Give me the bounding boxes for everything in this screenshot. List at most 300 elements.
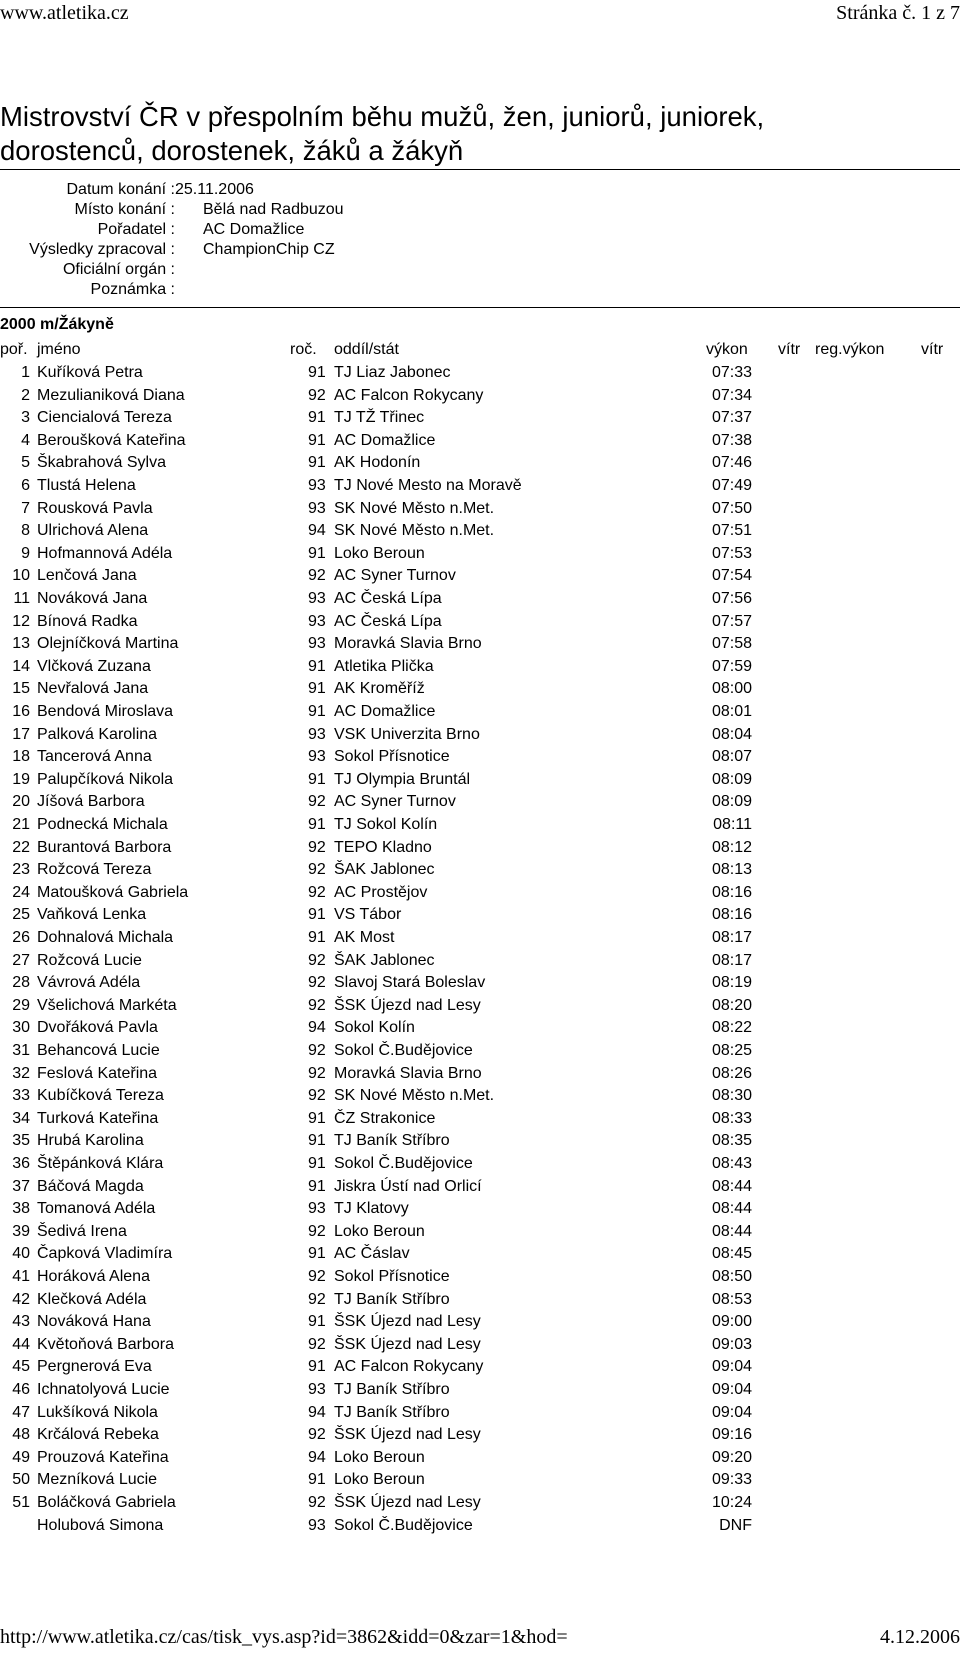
result-time: 08:43 — [711, 1155, 752, 1172]
result-year: 94 — [308, 1019, 326, 1037]
result-row — [0, 362, 960, 384]
result-row — [0, 1063, 960, 1085]
result-club: Loko Beroun — [334, 544, 425, 562]
result-position: 50 — [12, 1471, 30, 1489]
result-club: TJ Liaz Jabonec — [334, 364, 451, 381]
result-position: 47 — [12, 1403, 30, 1421]
result-position: 6 — [21, 477, 30, 494]
result-time: 08:04 — [711, 725, 752, 743]
result-club: ŠSK Újezd nad Lesy — [334, 1426, 481, 1444]
result-name: Boláčková Gabriela — [37, 1494, 176, 1511]
result-name: Šedivá Irena — [37, 1222, 127, 1240]
result-position: 14 — [12, 657, 30, 675]
result-name: Čapková Vladimíra — [37, 1245, 173, 1263]
result-club: ŠAK Jablonec — [334, 861, 435, 879]
result-year: 91 — [308, 1109, 326, 1127]
result-club: Loko Beroun — [334, 1471, 425, 1489]
result-name: Bendová Miroslava — [37, 703, 174, 720]
result-row — [0, 1311, 960, 1333]
result-club: SK Nové Město n.Met. — [334, 499, 495, 517]
meta-row-place — [0, 200, 960, 220]
result-row — [0, 1492, 960, 1514]
meta-value: 25.11.2006 — [175, 181, 254, 198]
result-time: 07:53 — [711, 544, 752, 562]
result-year: 92 — [308, 793, 326, 811]
result-year: 92 — [308, 1494, 326, 1511]
result-name: Vlčková Zuzana — [37, 657, 151, 675]
result-position: 49 — [12, 1448, 30, 1466]
title-divider — [0, 169, 960, 170]
result-time: 08:07 — [711, 748, 752, 766]
result-time: 08:01 — [711, 703, 752, 720]
result-time: 08:09 — [711, 770, 752, 788]
result-year: 91 — [308, 1471, 326, 1489]
result-name: Burantová Barbora — [37, 838, 172, 856]
result-position: 12 — [12, 612, 30, 630]
result-time: 07:51 — [711, 522, 752, 540]
result-club: Jiskra Ústí nad Orlicí — [334, 1177, 482, 1195]
result-club: TJ Baník Stříbro — [334, 1290, 450, 1308]
result-year: 93 — [308, 725, 326, 743]
result-row — [0, 1424, 960, 1446]
meta-label: Oficiální orgán : — [62, 261, 175, 278]
meta-value: AC Domažlice — [203, 221, 305, 238]
result-year: 92 — [308, 1335, 326, 1353]
result-name: Klečková Adéla — [37, 1290, 147, 1308]
result-position: 46 — [12, 1381, 30, 1398]
result-position: 1 — [21, 364, 30, 381]
result-time: 07:58 — [711, 635, 752, 653]
result-name: Kubíčková Tereza — [37, 1087, 164, 1105]
result-position: 37 — [12, 1177, 30, 1195]
result-row — [0, 1130, 960, 1152]
result-row — [0, 746, 960, 768]
result-club: AC Falcon Rokycany — [334, 386, 484, 404]
result-row — [0, 565, 960, 587]
result-position: 26 — [12, 929, 30, 946]
result-time: 07:59 — [711, 657, 752, 675]
result-year: 91 — [308, 1177, 326, 1195]
result-time: 08:00 — [711, 680, 752, 698]
result-time: DNF — [719, 1516, 752, 1534]
result-name: Vaňková Lenka — [37, 906, 147, 924]
result-time: 09:04 — [711, 1358, 752, 1376]
result-row — [0, 814, 960, 836]
result-club: VSK Univerzita Brno — [334, 725, 480, 743]
col-club: oddíl/stát — [334, 341, 399, 358]
result-row — [0, 633, 960, 655]
result-name: Květoňová Barbora — [37, 1335, 174, 1353]
result-position: 38 — [12, 1200, 30, 1218]
result-name: Ichnatolyová Lucie — [37, 1381, 170, 1398]
results-header — [0, 340, 960, 360]
result-row — [0, 1198, 960, 1220]
result-club: AK Kroměříž — [334, 680, 425, 698]
result-time: 09:03 — [711, 1335, 752, 1353]
col-name: jméno — [37, 341, 81, 358]
result-club: Moravká Slavia Brno — [334, 1064, 482, 1082]
result-position: 16 — [12, 703, 30, 720]
result-year: 93 — [308, 499, 326, 517]
result-name: Nováková Hana — [37, 1313, 151, 1331]
result-position: 21 — [12, 816, 30, 833]
result-year: 92 — [308, 1042, 326, 1059]
result-name: Pergnerová Eva — [37, 1358, 152, 1376]
page-title — [0, 100, 960, 168]
result-row — [0, 407, 960, 429]
result-name: Podnecká Michala — [37, 816, 168, 833]
result-year: 91 — [308, 657, 326, 675]
result-year: 91 — [308, 816, 326, 833]
result-year: 93 — [308, 1516, 326, 1534]
result-club: TJ Sokol Kolín — [334, 816, 438, 833]
result-time: 07:56 — [711, 590, 752, 607]
result-time: 07:57 — [711, 612, 752, 630]
result-year: 91 — [308, 454, 326, 472]
result-position: 23 — [12, 861, 30, 879]
result-club: TJ Baník Stříbro — [334, 1403, 450, 1421]
result-position: 39 — [12, 1222, 30, 1240]
result-position: 13 — [12, 635, 30, 653]
result-time: 09:00 — [711, 1313, 752, 1331]
result-club: AC Čáslav — [334, 1245, 410, 1263]
result-name: Dvořáková Pavla — [37, 1019, 158, 1037]
result-year: 93 — [308, 1381, 326, 1398]
result-row — [0, 1040, 960, 1062]
result-time: 08:33 — [711, 1109, 752, 1127]
result-name: Tomanová Adéla — [37, 1200, 156, 1218]
result-name: Jíšová Barbora — [37, 793, 145, 811]
result-club: Sokol Č.Budějovice — [334, 1042, 473, 1059]
result-club: AC Domažlice — [334, 703, 436, 720]
result-year: 91 — [308, 929, 326, 946]
result-name: Tlustá Helena — [37, 477, 136, 494]
result-position: 40 — [12, 1245, 30, 1263]
result-position: 36 — [12, 1155, 30, 1172]
result-name: Lukšíková Nikola — [37, 1403, 158, 1421]
result-time: 08:20 — [711, 996, 752, 1014]
result-position: 8 — [21, 522, 30, 540]
result-club: TEPO Kladno — [334, 838, 432, 856]
footer-date: 4.12.2006 — [880, 1626, 960, 1648]
result-time: 08:13 — [711, 861, 752, 879]
category-title: 2000 m/Žákyně — [0, 316, 114, 333]
result-year: 91 — [308, 1313, 326, 1331]
result-club: TJ Nové Mesto na Moravě — [334, 477, 522, 494]
result-position: 43 — [12, 1313, 30, 1331]
result-name: Ulrichová Alena — [37, 522, 149, 540]
result-row — [0, 995, 960, 1017]
result-year: 92 — [308, 883, 326, 901]
result-time: 08:17 — [711, 951, 752, 969]
result-position: 10 — [12, 567, 30, 585]
result-position: 17 — [12, 725, 30, 743]
result-year: 92 — [308, 1064, 326, 1082]
result-year: 91 — [308, 703, 326, 720]
result-row — [0, 1153, 960, 1175]
result-year: 92 — [308, 996, 326, 1014]
meta-row-processed-by — [0, 240, 960, 260]
result-row — [0, 1176, 960, 1198]
result-name: Olejníčková Martina — [37, 635, 179, 653]
result-name: Hofmannová Adéla — [37, 544, 173, 562]
result-position: 4 — [21, 431, 30, 449]
result-year: 92 — [308, 1268, 326, 1285]
result-position: 28 — [12, 974, 30, 992]
result-time: 07:50 — [711, 499, 752, 517]
result-club: Moravká Slavia Brno — [334, 635, 482, 653]
meta-row-date — [0, 180, 960, 200]
result-year: 92 — [308, 838, 326, 856]
result-row — [0, 430, 960, 452]
result-year: 91 — [308, 1132, 326, 1150]
result-year: 91 — [308, 1245, 326, 1263]
result-row — [0, 1017, 960, 1039]
result-year: 91 — [308, 906, 326, 924]
result-row — [0, 1266, 960, 1288]
result-name: Matoušková Gabriela — [37, 883, 189, 901]
result-year: 92 — [308, 974, 326, 992]
result-name: Feslová Kateřina — [37, 1064, 158, 1082]
result-time: 08:09 — [711, 793, 752, 811]
result-time: 08:30 — [711, 1087, 752, 1105]
result-row — [0, 498, 960, 520]
result-club: Sokol Č.Budějovice — [334, 1155, 473, 1172]
result-row — [0, 701, 960, 723]
result-name: Beroušková Kateřina — [37, 431, 186, 449]
result-row — [0, 927, 960, 949]
result-club: TJ TŽ Třinec — [334, 409, 425, 427]
result-time: 07:49 — [711, 477, 752, 494]
result-position: 33 — [12, 1087, 30, 1105]
result-club: AK Hodonín — [334, 454, 421, 472]
result-year: 92 — [308, 1087, 326, 1105]
result-position: 9 — [21, 544, 30, 562]
result-position: 19 — [12, 770, 30, 788]
result-year: 91 — [308, 431, 326, 449]
result-year: 91 — [308, 1358, 326, 1376]
result-club: SK Nové Město n.Met. — [334, 522, 495, 540]
result-row — [0, 1243, 960, 1265]
col-time: výkon — [706, 341, 748, 358]
result-time: 08:12 — [711, 838, 752, 856]
result-club: AC Prostějov — [334, 883, 428, 901]
result-row — [0, 385, 960, 407]
result-name: Holubová Simona — [37, 1516, 164, 1534]
result-club: ŠSK Újezd nad Lesy — [334, 1494, 481, 1511]
result-club: TJ Baník Stříbro — [334, 1381, 450, 1398]
result-time: 08:35 — [711, 1132, 752, 1150]
result-name: Škabrahová Sylva — [37, 454, 166, 472]
result-name: Všelichová Markéta — [37, 996, 177, 1014]
result-club: ŠSK Újezd nad Lesy — [334, 1313, 481, 1331]
result-row — [0, 1515, 960, 1537]
result-name: Bínová Radka — [37, 612, 138, 630]
result-club: Sokol Přísnotice — [334, 748, 450, 766]
result-time: 08:16 — [711, 883, 752, 901]
result-club: TJ Olympia Bruntál — [334, 770, 471, 788]
result-time: 07:46 — [711, 454, 752, 472]
result-row — [0, 543, 960, 565]
meta-value: Bělá nad Radbuzou — [203, 201, 344, 218]
result-time: 10:24 — [711, 1494, 752, 1511]
result-position: 44 — [12, 1335, 30, 1353]
result-name: Turková Kateřina — [37, 1109, 159, 1127]
result-position: 3 — [21, 409, 30, 427]
result-club: Sokol Přísnotice — [334, 1268, 450, 1285]
meta-row-organizer — [0, 220, 960, 240]
result-position: 42 — [12, 1290, 30, 1308]
result-name: Palková Karolina — [37, 725, 158, 743]
result-time: 09:33 — [711, 1471, 752, 1489]
result-year: 93 — [308, 635, 326, 653]
result-club: Loko Beroun — [334, 1448, 425, 1466]
col-wind: vítr — [778, 341, 801, 358]
result-name: Lenčová Jana — [37, 567, 137, 585]
result-row — [0, 611, 960, 633]
result-club: Atletika Plička — [334, 657, 434, 675]
result-row — [0, 656, 960, 678]
meta-label: Pořadatel : — [97, 221, 175, 238]
result-row — [0, 1334, 960, 1356]
result-position: 51 — [12, 1494, 30, 1511]
result-row — [0, 1379, 960, 1401]
result-club: ČZ Strakonice — [334, 1109, 436, 1127]
result-club: Slavoj Stará Boleslav — [334, 974, 486, 992]
result-row — [0, 1108, 960, 1130]
footer-url: http://www.atletika.cz/cas/tisk_vys.asp?id=3862&idd=0&zar=1&hod= — [0, 1626, 568, 1648]
result-club: ŠSK Újezd nad Lesy — [334, 1335, 481, 1353]
result-name: Báčová Magda — [37, 1177, 144, 1195]
col-reg-time: reg.výkon — [815, 341, 885, 358]
result-name: Palupčíková Nikola — [37, 770, 174, 788]
result-row — [0, 791, 960, 813]
result-year: 91 — [308, 409, 326, 427]
result-position: 24 — [12, 883, 30, 901]
result-name: Tancerová Anna — [37, 748, 152, 766]
result-row — [0, 1402, 960, 1424]
meta-label: Místo konání : — [74, 201, 175, 218]
result-time: 09:20 — [711, 1448, 752, 1466]
result-club: ŠSK Újezd nad Lesy — [334, 996, 481, 1014]
result-row — [0, 588, 960, 610]
result-name: Prouzová Kateřina — [37, 1448, 169, 1466]
result-year: 93 — [308, 1200, 326, 1218]
result-time: 08:16 — [711, 906, 752, 924]
result-row — [0, 475, 960, 497]
result-year: 93 — [308, 477, 326, 494]
result-year: 93 — [308, 612, 326, 630]
result-row — [0, 1221, 960, 1243]
result-position: 30 — [12, 1019, 30, 1037]
result-row — [0, 678, 960, 700]
result-club: AC Syner Turnov — [334, 567, 456, 585]
result-time: 08:44 — [711, 1177, 752, 1195]
result-row — [0, 972, 960, 994]
result-name: Horáková Alena — [37, 1268, 150, 1285]
result-row — [0, 837, 960, 859]
result-name: Ciencialová Tereza — [37, 409, 172, 427]
result-time: 09:04 — [711, 1381, 752, 1398]
result-year: 93 — [308, 590, 326, 607]
result-year: 92 — [308, 386, 326, 404]
meta-value: ChampionChip CZ — [203, 241, 335, 258]
result-time: 08:17 — [711, 929, 752, 946]
result-position: 45 — [12, 1358, 30, 1376]
result-club: AC Falcon Rokycany — [334, 1358, 484, 1376]
result-position: 41 — [12, 1268, 30, 1285]
result-time: 07:37 — [711, 409, 752, 427]
result-time: 08:44 — [711, 1222, 752, 1240]
result-row — [0, 1469, 960, 1491]
result-time: 08:25 — [711, 1042, 752, 1059]
result-row — [0, 859, 960, 881]
result-row — [0, 769, 960, 791]
result-position: 27 — [12, 951, 30, 969]
result-row — [0, 520, 960, 542]
result-time: 09:04 — [711, 1403, 752, 1421]
title-line-2: dorostenců, dorostenek, žáků a žákyň — [0, 135, 464, 166]
meta-row-note — [0, 280, 960, 300]
result-name: Krčálová Rebeka — [37, 1426, 159, 1444]
result-club: Loko Beroun — [334, 1222, 425, 1240]
meta-divider — [0, 307, 960, 308]
result-name: Hrubá Karolina — [37, 1132, 144, 1150]
result-position: 32 — [12, 1064, 30, 1082]
result-position: 35 — [12, 1132, 30, 1150]
meta-label: Poznámka : — [90, 281, 175, 298]
result-club: SK Nové Město n.Met. — [334, 1087, 495, 1105]
result-row — [0, 1085, 960, 1107]
meta-label: Výsledky zpracoval : — [29, 241, 175, 258]
result-time: 07:38 — [711, 431, 752, 449]
result-year: 92 — [308, 951, 326, 969]
result-name: Rousková Pavla — [37, 499, 153, 517]
result-club: Sokol Kolín — [334, 1019, 415, 1037]
result-club: AC Česká Lípa — [334, 612, 442, 630]
result-name: Behancová Lucie — [37, 1042, 160, 1059]
result-year: 94 — [308, 1448, 326, 1466]
result-time: 08:45 — [711, 1245, 752, 1263]
result-time: 08:50 — [711, 1268, 752, 1285]
result-time: 08:22 — [711, 1019, 752, 1037]
result-row — [0, 882, 960, 904]
col-pos: poř. — [0, 341, 28, 358]
result-club: AC Syner Turnov — [334, 793, 456, 811]
result-year: 93 — [308, 748, 326, 766]
result-name: Mezulianiková Diana — [37, 386, 185, 404]
result-club: ŠAK Jablonec — [334, 951, 435, 969]
site-url: www.atletika.cz — [0, 2, 129, 24]
result-year: 91 — [308, 680, 326, 698]
result-row — [0, 1289, 960, 1311]
result-name: Rožcová Lucie — [37, 951, 142, 969]
col-reg-wind: vítr — [921, 341, 944, 358]
result-name: Vávrová Adéla — [37, 974, 141, 992]
result-time: 09:16 — [711, 1426, 752, 1444]
result-row — [0, 1356, 960, 1378]
result-name: Kuříková Petra — [37, 364, 143, 381]
col-year: roč. — [290, 341, 317, 358]
result-row — [0, 452, 960, 474]
result-time: 07:54 — [711, 567, 752, 585]
result-club: AK Most — [334, 929, 395, 946]
result-time: 08:26 — [711, 1064, 752, 1082]
result-position: 31 — [12, 1042, 30, 1059]
result-year: 92 — [308, 1222, 326, 1240]
result-year: 94 — [308, 522, 326, 540]
result-year: 94 — [308, 1403, 326, 1421]
